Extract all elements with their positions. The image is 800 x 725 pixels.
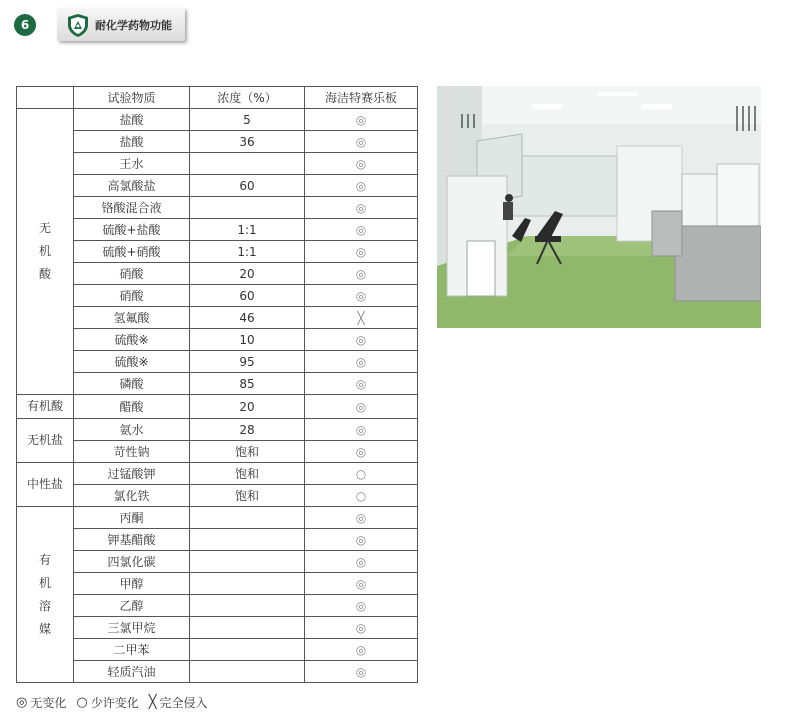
concentration-cell xyxy=(190,573,305,595)
result-symbol-cell: ○ xyxy=(305,485,418,507)
result-symbol-cell: ◎ xyxy=(305,395,418,419)
category-cell: 有 机 溶 媒 xyxy=(17,507,74,683)
laboratory-photo xyxy=(437,86,761,328)
table-row xyxy=(17,463,418,485)
table-row xyxy=(17,241,418,263)
concentration-cell: 饱和 xyxy=(190,485,305,507)
legend-item xyxy=(76,694,138,711)
concentration-cell: 85 xyxy=(190,373,305,395)
legend-symbol: ◎ xyxy=(16,695,28,710)
table-row xyxy=(17,573,418,595)
concentration-cell xyxy=(190,639,305,661)
result-symbol-cell: ◎ xyxy=(305,329,418,351)
result-symbol-cell: ◎ xyxy=(305,109,418,131)
concentration-cell xyxy=(190,529,305,551)
substance-cell: 乙醇 xyxy=(74,595,190,617)
header-substance: 试验物质 xyxy=(74,87,190,109)
substance-cell: 盐酸 xyxy=(74,109,190,131)
result-symbol-cell: ◎ xyxy=(305,661,418,683)
table-row xyxy=(17,263,418,285)
header-result: 海洁特赛乐板 xyxy=(305,87,418,109)
table-row xyxy=(17,175,418,197)
result-symbol-cell: ◎ xyxy=(305,131,418,153)
substance-cell: 高氯酸盐 xyxy=(74,175,190,197)
concentration-cell xyxy=(190,197,305,219)
table-row xyxy=(17,351,418,373)
table-row xyxy=(17,307,418,329)
shield-icon xyxy=(65,12,91,38)
result-symbol-cell: ╳ xyxy=(305,307,418,329)
table-row xyxy=(17,285,418,307)
result-symbol-cell: ◎ xyxy=(305,419,418,441)
concentration-cell: 28 xyxy=(190,419,305,441)
category-cell: 中性盐 xyxy=(17,463,74,507)
substance-cell: 盐酸 xyxy=(74,131,190,153)
table-row xyxy=(17,529,418,551)
result-symbol-cell: ◎ xyxy=(305,573,418,595)
table-row xyxy=(17,639,418,661)
concentration-cell xyxy=(190,595,305,617)
substance-cell: 苛性钠 xyxy=(74,441,190,463)
substance-cell: 氯化铁 xyxy=(74,485,190,507)
concentration-cell xyxy=(190,507,305,529)
result-symbol-cell: ◎ xyxy=(305,373,418,395)
substance-cell: 甲醇 xyxy=(74,573,190,595)
table-row xyxy=(17,373,418,395)
substance-cell: 硝酸 xyxy=(74,263,190,285)
table-row xyxy=(17,595,418,617)
table-row xyxy=(17,395,418,419)
concentration-cell: 46 xyxy=(190,307,305,329)
legend-symbol: ○ xyxy=(76,695,88,710)
substance-cell: 醋酸 xyxy=(74,395,190,419)
result-symbol-cell: ◎ xyxy=(305,595,418,617)
concentration-cell: 1:1 xyxy=(190,241,305,263)
table-row xyxy=(17,109,418,131)
category-cell: 无 机 酸 xyxy=(17,109,74,395)
category-cell: 无机盐 xyxy=(17,419,74,463)
result-symbol-cell: ◎ xyxy=(305,639,418,661)
category-cell: 有机酸 xyxy=(17,395,74,419)
result-symbol-cell: ◎ xyxy=(305,219,418,241)
section-title: 耐化学药物功能 xyxy=(95,18,172,32)
table-row xyxy=(17,507,418,529)
substance-cell: 丙酮 xyxy=(74,507,190,529)
table-row xyxy=(17,197,418,219)
table-row xyxy=(17,485,418,507)
legend xyxy=(16,694,208,711)
legend-label: 完全侵入 xyxy=(159,696,208,710)
result-symbol-cell: ◎ xyxy=(305,529,418,551)
concentration-cell: 95 xyxy=(190,351,305,373)
substance-cell: 硫酸※ xyxy=(74,329,190,351)
legend-label: 无变化 xyxy=(30,696,67,710)
substance-cell: 硫酸+盐酸 xyxy=(74,219,190,241)
table-row xyxy=(17,551,418,573)
substance-cell: 过锰酸钾 xyxy=(74,463,190,485)
result-symbol-cell: ◎ xyxy=(305,351,418,373)
result-symbol-cell: ○ xyxy=(305,463,418,485)
substance-cell: 氢氟酸 xyxy=(74,307,190,329)
substance-cell: 硫酸+硝酸 xyxy=(74,241,190,263)
result-symbol-cell: ◎ xyxy=(305,241,418,263)
section-title-tab xyxy=(57,8,185,41)
table-row xyxy=(17,441,418,463)
legend-label: 少许变化 xyxy=(90,696,139,710)
result-symbol-cell: ◎ xyxy=(305,441,418,463)
substance-cell: 硫酸※ xyxy=(74,351,190,373)
substance-cell: 轻质汽油 xyxy=(74,661,190,683)
table-row xyxy=(17,617,418,639)
header-category xyxy=(17,87,74,109)
substance-cell: 铬酸混合液 xyxy=(74,197,190,219)
substance-cell: 二甲苯 xyxy=(74,639,190,661)
result-symbol-cell: ◎ xyxy=(305,507,418,529)
concentration-cell xyxy=(190,617,305,639)
result-symbol-cell: ◎ xyxy=(305,175,418,197)
table-header-row xyxy=(17,87,418,109)
concentration-cell: 10 xyxy=(190,329,305,351)
section-number-badge: 6 xyxy=(14,14,36,36)
concentration-cell xyxy=(190,661,305,683)
result-symbol-cell: ◎ xyxy=(305,617,418,639)
concentration-cell xyxy=(190,153,305,175)
substance-cell: 三氯甲烷 xyxy=(74,617,190,639)
result-symbol-cell: ◎ xyxy=(305,153,418,175)
header-concentration: 浓度（%） xyxy=(190,87,305,109)
substance-cell: 四氯化碳 xyxy=(74,551,190,573)
result-symbol-cell: ◎ xyxy=(305,263,418,285)
table-body xyxy=(17,109,418,683)
substance-cell: 氨水 xyxy=(74,419,190,441)
legend-item xyxy=(149,694,208,711)
concentration-cell: 5 xyxy=(190,109,305,131)
concentration-cell: 60 xyxy=(190,175,305,197)
concentration-cell: 36 xyxy=(190,131,305,153)
substance-cell: 钾基醋酸 xyxy=(74,529,190,551)
concentration-cell: 60 xyxy=(190,285,305,307)
concentration-cell: 饱和 xyxy=(190,463,305,485)
table-row xyxy=(17,153,418,175)
table-row xyxy=(17,329,418,351)
table-row xyxy=(17,661,418,683)
concentration-cell: 1:1 xyxy=(190,219,305,241)
legend-symbol: ╳ xyxy=(148,695,157,710)
result-symbol-cell: ◎ xyxy=(305,285,418,307)
table-row xyxy=(17,131,418,153)
chemical-resistance-table xyxy=(16,86,418,683)
result-symbol-cell: ◎ xyxy=(305,551,418,573)
concentration-cell: 20 xyxy=(190,263,305,285)
substance-cell: 磷酸 xyxy=(74,373,190,395)
table-row xyxy=(17,419,418,441)
substance-cell: 王水 xyxy=(74,153,190,175)
table-row xyxy=(17,219,418,241)
legend-item xyxy=(16,694,66,711)
concentration-cell: 饱和 xyxy=(190,441,305,463)
substance-cell: 硝酸 xyxy=(74,285,190,307)
concentration-cell xyxy=(190,551,305,573)
concentration-cell: 20 xyxy=(190,395,305,419)
result-symbol-cell: ◎ xyxy=(305,197,418,219)
